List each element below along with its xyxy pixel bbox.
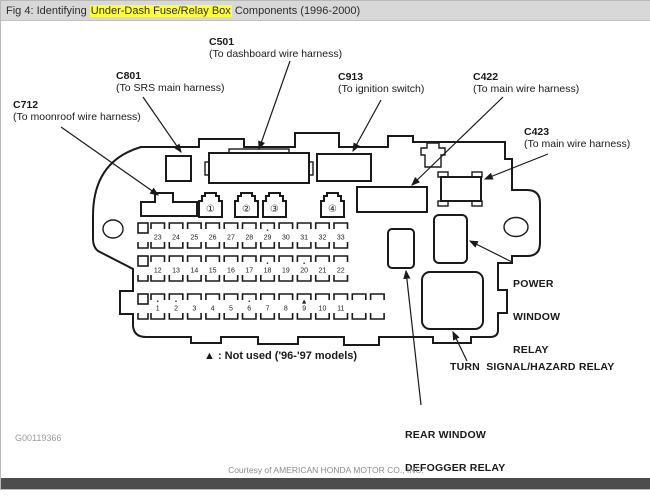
fuse-not-used-marker: • — [156, 299, 160, 305]
fuse-not-used-marker: • — [174, 299, 178, 305]
not-used-note — [204, 350, 357, 362]
fuse-number: 3 — [192, 305, 197, 313]
fuse-number: 30 — [281, 234, 290, 242]
fuse-number: 15 — [208, 267, 217, 275]
fuse-holder-3-number: ③ — [270, 204, 279, 215]
fuse-number: 32 — [318, 234, 327, 242]
arrow-c913 — [353, 100, 381, 151]
fuse-number: 31 — [300, 234, 309, 242]
relay-label-line: REAR WINDOW — [405, 429, 486, 441]
fuse-number: 11 — [337, 305, 345, 313]
relay-label-line: RELAY — [513, 344, 549, 356]
fuse-number: 14 — [190, 267, 199, 275]
fuse-number: 7 — [265, 305, 270, 313]
fuse-number: 2 — [174, 305, 179, 313]
label-c422 — [473, 72, 579, 95]
fuse-number: 27 — [227, 234, 235, 242]
connector-code: C423 — [524, 126, 550, 138]
fuse-number: 17 — [245, 267, 254, 275]
fuse-number: 23 — [153, 234, 162, 242]
fuse-number: 8 — [283, 305, 288, 313]
connector-desc: (To ignition switch) — [338, 82, 425, 95]
bottom-divider-bar — [1, 478, 650, 489]
fuse-holder-1-number: ① — [206, 204, 215, 215]
connector-desc: (To dashboard wire harness) — [209, 47, 343, 60]
relay-label-line: WINDOW — [513, 311, 561, 323]
fuse-number: 9 — [302, 305, 307, 313]
fuse-number: 19 — [281, 267, 290, 275]
fuse-number: 26 — [208, 234, 217, 242]
label-c712 — [13, 100, 141, 123]
fuse-number: 20 — [300, 267, 309, 275]
fuse-not-used-marker: • — [265, 261, 270, 267]
label-c501 — [209, 37, 342, 60]
fuse-number: 24 — [172, 234, 180, 242]
triangle-marker-icon: ▲ — [204, 350, 215, 362]
label-turn-signal-hazard-relay: TURN SIGNAL/HAZARD RELAY — [450, 361, 615, 373]
figure-id: G00119366 — [15, 433, 62, 443]
fuse-not-used-marker: • — [247, 299, 251, 305]
fuse-number: 6 — [247, 305, 252, 313]
fuse-number: 5 — [228, 305, 233, 313]
connector-desc: (To main wire harness) — [473, 82, 580, 95]
arrow-c801 — [143, 97, 181, 152]
fuse-number: 1 — [155, 305, 160, 313]
title-prefix: Fig 4: Identifying — [6, 4, 90, 17]
fuse-not-used-marker: • — [265, 228, 270, 234]
connector-code: C712 — [13, 99, 39, 111]
fuse-number: 18 — [263, 267, 272, 275]
connector-desc: (To main wire harness) — [524, 137, 631, 150]
diagram-stage — [1, 21, 650, 479]
courtesy-line: Courtesy of AMERICAN HONDA MOTOR CO., INC. — [228, 465, 424, 475]
label-c913 — [338, 72, 424, 95]
relay-label-line: POWER — [513, 278, 554, 290]
fuse-holder-2-number: ② — [242, 204, 251, 215]
connector-desc: (To moonroof wire harness) — [13, 110, 141, 123]
fuse-holder-4-number: ④ — [328, 204, 337, 215]
relay-label-line: DEFOGGER RELAY — [405, 462, 506, 474]
fuse-number: 22 — [336, 267, 345, 275]
fuse-number: 4 — [210, 305, 215, 313]
title-suffix: Components (1996-2000) — [231, 4, 361, 17]
note-text: : Not used ('96-'97 models) — [214, 350, 358, 362]
fuse-number: 12 — [153, 267, 162, 275]
label-power-window-relay — [513, 257, 560, 378]
connector-code: C913 — [338, 71, 364, 83]
fuse-not-used-marker: ▲ — [302, 299, 307, 305]
fuse-number: 29 — [263, 234, 272, 242]
connector-code: C422 — [473, 71, 499, 83]
fuse-number: 10 — [318, 305, 327, 313]
connector-code: C501 — [209, 36, 235, 48]
label-c801 — [116, 71, 225, 94]
fuse-number: 21 — [318, 267, 327, 275]
connector-desc: (To SRS main harness) — [116, 81, 225, 94]
connector-code: C801 — [116, 70, 142, 82]
fuse-not-used-marker: • — [302, 261, 306, 267]
fuse-number: 33 — [336, 234, 345, 242]
fuse-number: 13 — [172, 267, 180, 275]
fuse-number: 25 — [190, 234, 199, 242]
arrow-c501 — [259, 61, 290, 149]
label-c423 — [524, 127, 630, 150]
figure-title-bar — [1, 1, 650, 21]
fuse-number: 16 — [227, 267, 235, 275]
title-highlighted-term: Under-Dash Fuse/Relay Box — [90, 4, 231, 17]
fuse-number: 28 — [245, 234, 254, 242]
